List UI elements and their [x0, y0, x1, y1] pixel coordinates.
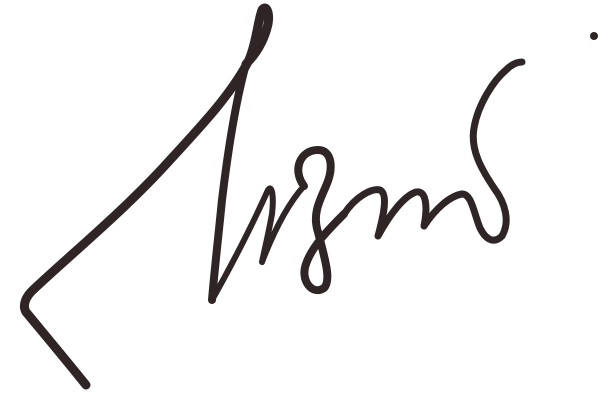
signature-middle-loop — [298, 150, 344, 290]
signature-lead-in-stroke — [24, 8, 268, 385]
signature-crossbar — [212, 186, 304, 300]
signature — [24, 8, 598, 385]
signature-humps — [344, 190, 502, 240]
signature-final-tail — [473, 62, 522, 236]
signature-dot — [590, 32, 598, 40]
